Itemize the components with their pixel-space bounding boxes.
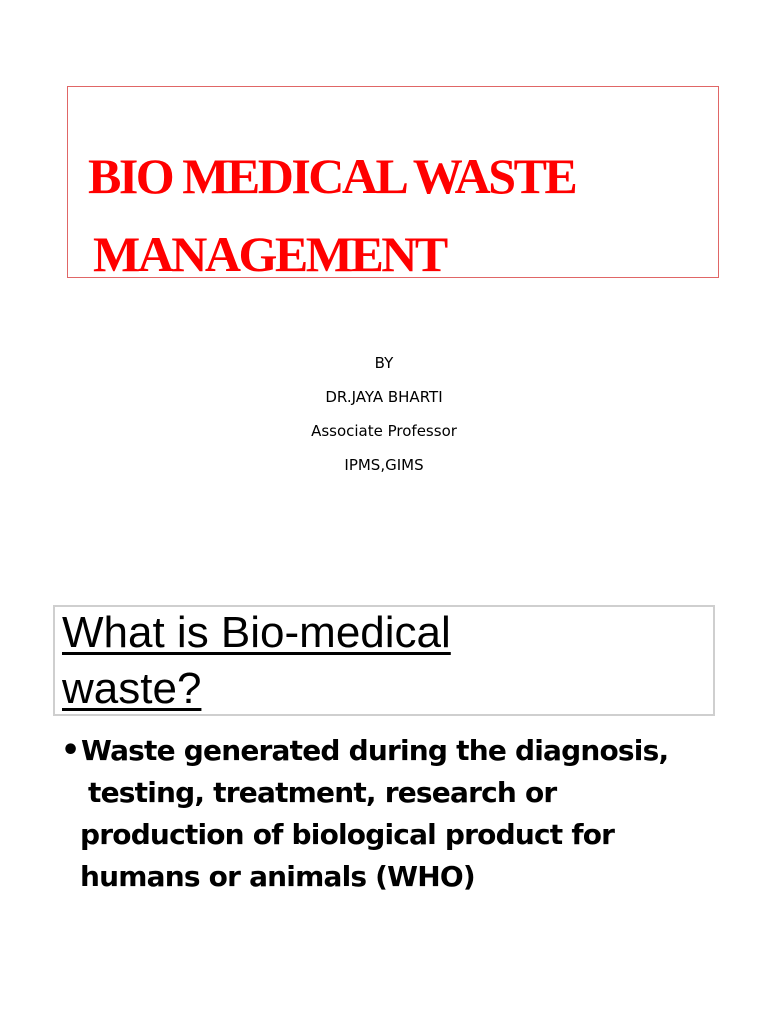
title-line-2: MANAGEMENT bbox=[93, 226, 446, 282]
definition-line-1: Waste generated during the diagnosis, bbox=[81, 734, 669, 767]
definition-line-2: testing, treatment, research or bbox=[88, 776, 557, 809]
section-heading-line-1: What is Bio-medical bbox=[62, 608, 451, 657]
byline-author: DR.JAYA BHARTI bbox=[325, 388, 443, 406]
definition-line-3: production of biological product for bbox=[80, 818, 615, 851]
byline-by: BY bbox=[374, 354, 394, 372]
byline-position: Associate Professor bbox=[311, 422, 457, 440]
bullet-icon: • bbox=[61, 733, 81, 768]
title-line-1: BIO MEDICAL WASTE bbox=[88, 148, 576, 204]
byline-institution: IPMS,GIMS bbox=[344, 456, 424, 474]
section-heading-box bbox=[53, 605, 715, 716]
title-box bbox=[67, 86, 719, 282]
definition-line-4: humans or animals (WHO) bbox=[80, 860, 475, 893]
section-heading-line-2: waste? bbox=[62, 664, 202, 713]
